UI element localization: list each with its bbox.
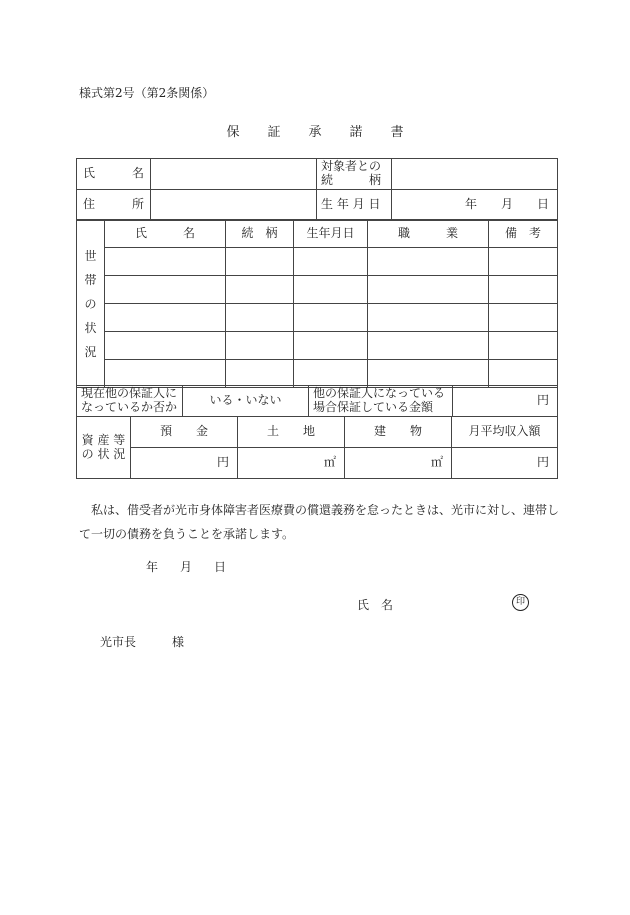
household-cell[interactable] (489, 304, 558, 332)
assets-header-land: 土 地 (238, 417, 345, 448)
household-cell[interactable] (105, 304, 226, 332)
household-cell[interactable] (294, 248, 368, 276)
other-guarantor-table (76, 385, 558, 417)
household-cell[interactable] (226, 248, 294, 276)
household-cell[interactable] (226, 360, 294, 388)
land-field[interactable]: ㎡ (238, 448, 345, 479)
consent-statement: 私は、借受者が光市身体障害者医療費の償還義務を怠ったときは、光市に対し、連帯して一切の債務を負うことを承諾します。 (79, 503, 560, 541)
household-cell[interactable] (105, 276, 226, 304)
relation-field[interactable] (392, 159, 558, 190)
household-header-birthdate: 生年月日 (294, 220, 368, 248)
household-side-label: 世 帯 の 状 況 (77, 220, 105, 388)
household-cell[interactable] (368, 248, 489, 276)
title-char: 諾 (349, 125, 363, 140)
household-cell[interactable] (489, 276, 558, 304)
household-cell[interactable] (105, 332, 226, 360)
household-row (77, 276, 558, 304)
deposits-field[interactable]: 円 (131, 448, 238, 479)
household-cell[interactable] (294, 332, 368, 360)
form-number: 様式第2号（第2条関係） (79, 86, 215, 100)
household-cell[interactable] (226, 332, 294, 360)
birthdate-field[interactable]: 年 月 日 (392, 190, 558, 221)
household-cell[interactable] (294, 360, 368, 388)
guarantor-info-table (76, 158, 558, 221)
household-header-name: 氏 名 (105, 220, 226, 248)
addressee-honorific: 様 (172, 635, 185, 649)
household-cell[interactable] (226, 304, 294, 332)
name-label: 氏 名 (77, 159, 151, 190)
date-month: 月 (180, 560, 193, 574)
date-day: 日 (214, 560, 227, 574)
household-cell[interactable] (368, 360, 489, 388)
birthdate-label: 生 年 月 日 (317, 190, 392, 221)
household-header-remarks: 備 考 (489, 220, 558, 248)
title-char: 書 (390, 125, 404, 140)
assets-header-monthly-income: 月平均収入額 (452, 417, 558, 448)
household-table (76, 219, 558, 388)
household-cell[interactable] (489, 248, 558, 276)
household-header-occupation: 職 業 (368, 220, 489, 248)
household-cell[interactable] (105, 248, 226, 276)
addressee (100, 633, 220, 650)
household-row (77, 332, 558, 360)
guarantor-options[interactable]: いる・いない (183, 386, 309, 417)
household-cell[interactable] (105, 360, 226, 388)
household-cell[interactable] (489, 360, 558, 388)
household-header-relation: 続 柄 (226, 220, 294, 248)
title-char: 承 (308, 125, 322, 140)
signature-name-label: 氏 名 (357, 598, 394, 612)
household-cell[interactable] (226, 276, 294, 304)
assets-side-label: 資 産 等 の 状 況 (77, 417, 131, 479)
name-field[interactable] (151, 159, 317, 190)
assets-header-deposits: 預 金 (131, 417, 238, 448)
seal-icon: 印 (512, 594, 529, 611)
address-field[interactable] (151, 190, 317, 221)
household-cell[interactable] (368, 304, 489, 332)
household-cell[interactable] (489, 332, 558, 360)
household-cell[interactable] (368, 332, 489, 360)
guaranteed-amount-label: 他の保証人になっている 場合保証している金額 (309, 386, 453, 417)
date-year: 年 (146, 560, 159, 574)
assets-table (76, 416, 558, 479)
guaranteed-amount-field[interactable]: 円 (453, 386, 558, 417)
document-title (0, 121, 630, 140)
title-char: 証 (267, 125, 281, 140)
household-row (77, 360, 558, 388)
household-cell[interactable] (294, 304, 368, 332)
household-row (77, 304, 558, 332)
monthly-income-field[interactable]: 円 (452, 448, 558, 479)
signature-date[interactable] (146, 558, 248, 575)
household-row (77, 248, 558, 276)
title-char: 保 (226, 125, 240, 140)
household-cell[interactable] (294, 276, 368, 304)
relation-label: 対象者との 続 柄 (317, 159, 392, 190)
household-cell[interactable] (368, 276, 489, 304)
building-field[interactable]: ㎡ (345, 448, 452, 479)
assets-header-building: 建 物 (345, 417, 452, 448)
other-guarantor-question: 現在他の保証人に なっているか否か (77, 386, 183, 417)
address-label: 住 所 (77, 190, 151, 221)
addressee-mayor: 光市長 (100, 635, 137, 649)
